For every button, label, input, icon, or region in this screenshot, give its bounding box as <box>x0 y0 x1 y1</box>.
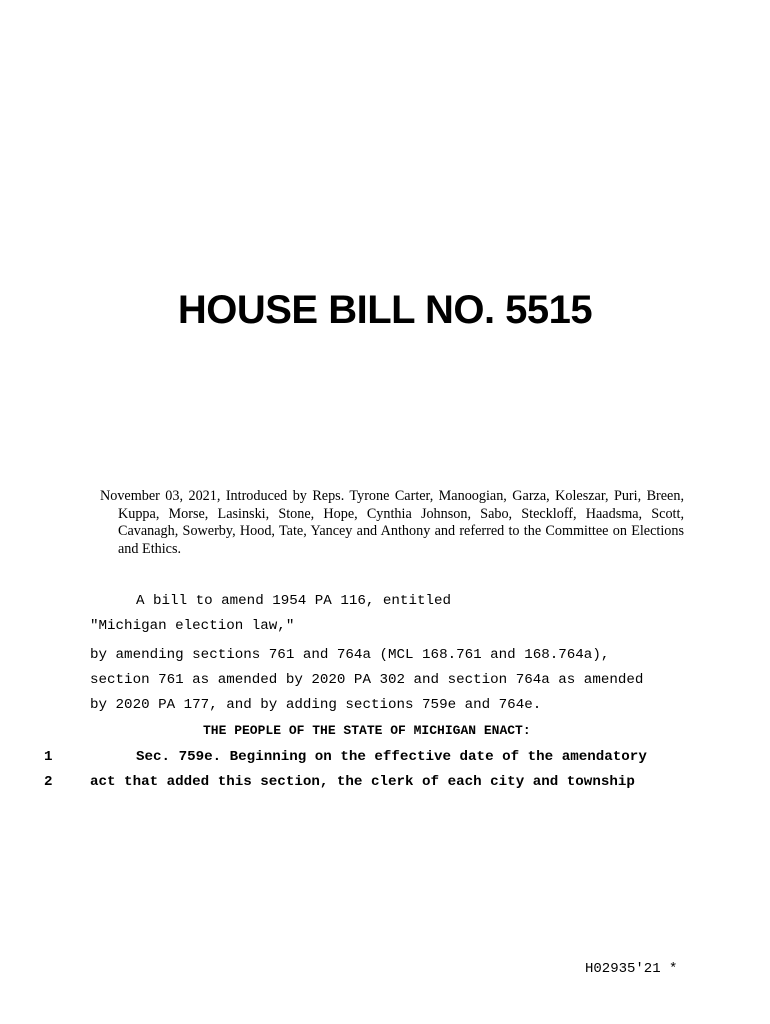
line-number: 1 <box>44 749 53 765</box>
enacting-clause: THE PEOPLE OF THE STATE OF MICHIGAN ENACT: <box>203 723 531 738</box>
bill-text-line-1: A bill to amend 1954 PA 116, entitled <box>136 593 452 609</box>
numbered-line-text: Sec. 759e. Beginning on the effective date of the amendatory <box>136 749 647 765</box>
bill-title: HOUSE BILL NO. 5515 <box>177 288 593 332</box>
footer-code: H02935'21 * <box>585 961 678 977</box>
bill-text-line-3: by amending sections 761 and 764a (MCL 168.761 and 168.764a), <box>90 647 610 663</box>
bill-text-line-5: by 2020 PA 177, and by adding sections 759e and 764e. <box>90 697 542 713</box>
numbered-line-text: act that added this section, the clerk of each city and township <box>90 774 635 790</box>
bill-text-line-4: section 761 as amended by 2020 PA 302 and section 764a as amended <box>90 672 644 688</box>
line-number: 2 <box>44 774 53 790</box>
bill-text-line-2: "Michigan election law," <box>90 618 295 634</box>
introduction-paragraph: November 03, 2021, Introduced by Reps. Tyrone Carter, Manoogian, Garza, Koleszar, Puri, Breen, Kuppa, Morse, Lasinski, Stone, Hope, Cynthia Johnson, Sabo, Steckloff, Haadsma, Scott, Cavanagh, Sowerby, Hood, Tate, Yancey and Anthony and referred to the Committee on Elections and Ethics. <box>100 488 684 557</box>
